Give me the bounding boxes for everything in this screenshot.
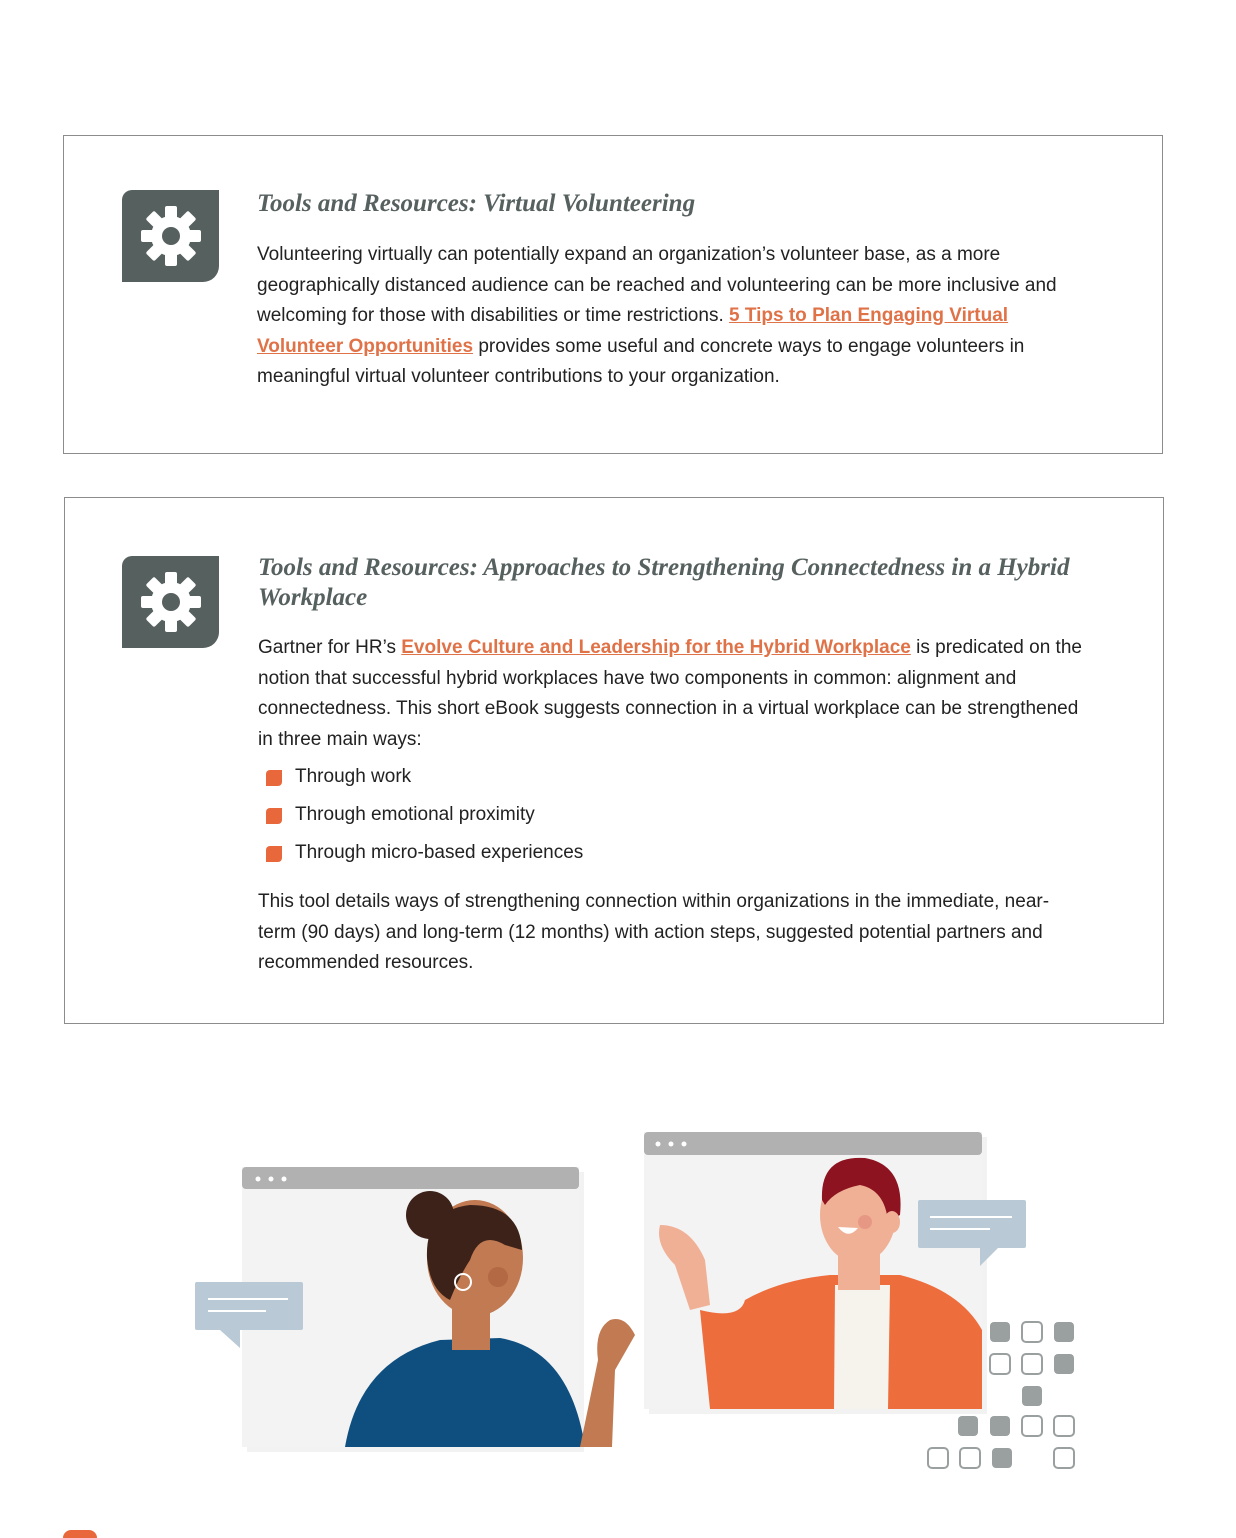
gear-icon — [138, 569, 204, 635]
bullet-square-icon — [266, 808, 282, 824]
ways-list — [258, 758, 858, 872]
tools-box-hybrid-workplace — [64, 497, 1164, 1024]
body-text-outro: is predicated on the notion that successful hybrid workplaces have two components in common: alignment and connectedness. This short eBook suggests connection in a virtual workplace can be strengthened in three main ways: — [258, 637, 1082, 750]
body-text-intro: Gartner for HR’s — [258, 637, 402, 658]
gear-icon-tile — [122, 556, 219, 648]
section-title: Tools and Resources: Approaches to Strengthening Connectedness in a Hybrid Workplace — [258, 554, 1070, 611]
bullet-square-icon — [266, 846, 282, 862]
tools-box-virtual-volunteering — [63, 135, 1163, 454]
corner-accent-shape — [63, 1530, 97, 1538]
body-text-outro: provides some useful and concrete ways to engage volunteers in meaningful virtual volunteer contributions to your organization. — [257, 335, 1025, 387]
list-item: Through emotional proximity — [258, 796, 858, 834]
virtual-volunteer-tips-link[interactable]: 5 Tips to Plan Engaging Virtual Volunteer Opportunities — [257, 305, 1009, 357]
gear-icon-tile — [122, 190, 219, 282]
video-call-illustration — [0, 1100, 1236, 1538]
body-text-intro: Volunteering virtually can potentially expand an organization’s volunteer base, as a more geographically distanced audience can be reached and volunteering can be more inclusive and welcoming for those with disabilities or time restrictions. — [257, 244, 1057, 326]
section-closing: This tool details ways of strengthening connection within organizations in the immediate, near-term (90 days) and long-term (12 months) with action steps, suggested potential partners and recommended resources. — [258, 891, 1050, 973]
gear-icon — [138, 203, 204, 269]
section-body — [258, 633, 1088, 755]
list-item: Through work — [258, 758, 858, 796]
list-item: Through micro-based experiences — [258, 834, 858, 872]
section-title: Tools and Resources: Virtual Volunteering — [257, 190, 696, 217]
bullet-square-icon — [266, 770, 282, 786]
section-body — [257, 240, 1057, 393]
hybrid-workplace-ebook-link[interactable]: Evolve Culture and Leadership for the Hybrid Workplace — [401, 637, 911, 658]
